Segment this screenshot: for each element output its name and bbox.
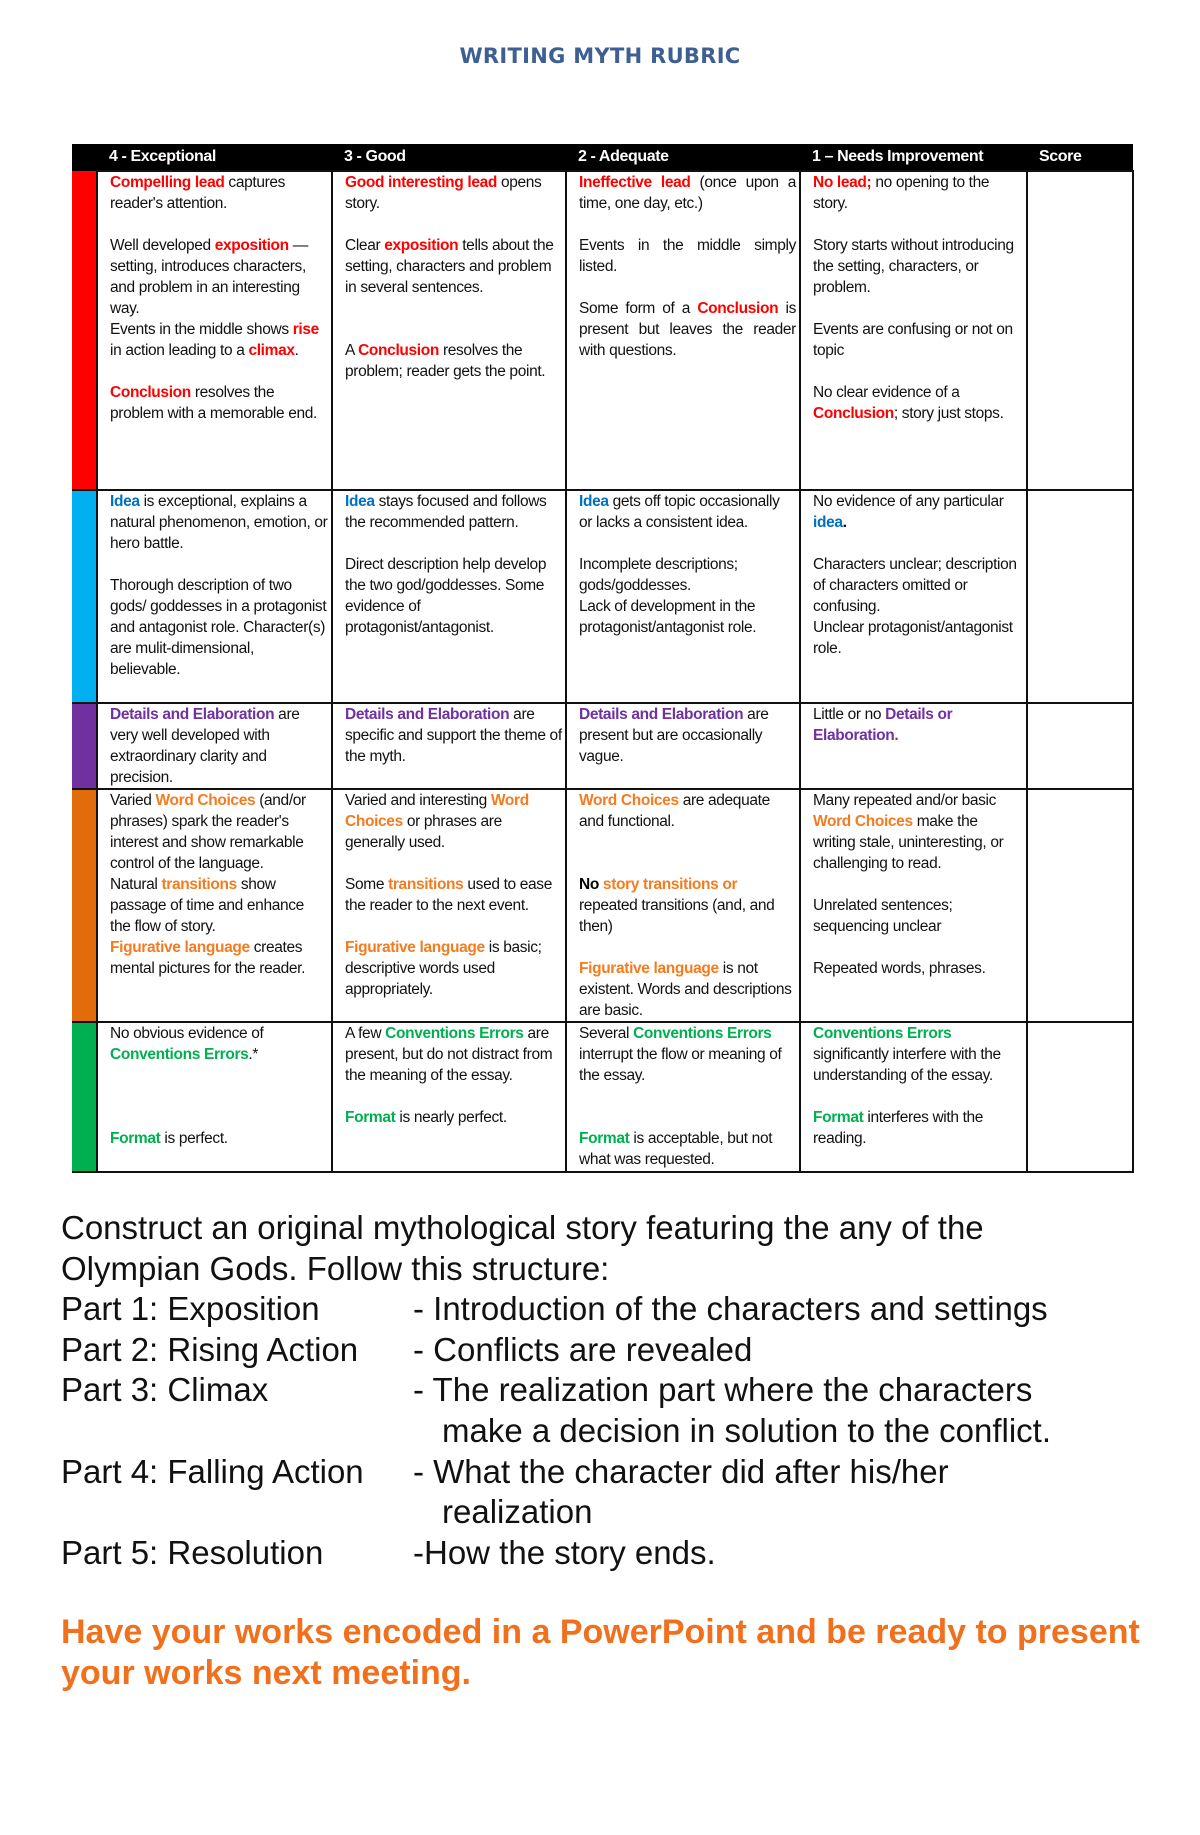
cell-text: is nearly perfect. [395,1109,507,1126]
criterion-term: Word Choices [579,792,679,809]
category-color-bar [72,171,97,490]
criterion-term: transitions [388,876,464,893]
criterion-term: Conventions Errors [813,1025,952,1042]
cell-text: is not existent. Words and descriptions are basic. [579,960,792,1019]
criterion-term: idea [813,514,843,531]
cell-paragraph [110,1023,328,1065]
cell-paragraph [110,575,328,680]
cell-paragraph [579,298,796,361]
rubric-cell-adequate [566,703,800,789]
cell-text: Thorough description of two gods/ goddesses in a protagonist and antagonist role. Character(s) are mulit-dimensional, believable. [110,577,327,678]
cell-text: are present but are occasionally vague. [579,706,769,765]
criterion-term: Details or Elaboration. [813,706,953,744]
cell-paragraph [345,874,562,916]
cell-paragraph [110,937,328,979]
spacer [813,1086,1023,1107]
rubric-row-structure [72,171,1133,490]
criterion-term: story transitions or [602,876,738,893]
part-label: Part 2: Rising Action [61,1330,359,1368]
spacer [579,1086,796,1107]
cell-paragraph [813,172,1023,214]
cell-text: ; story just stops. [893,405,1004,422]
rubric-cell-needs-improvement [800,789,1027,1022]
cell-text: used to ease the reader to the next event. [345,876,552,914]
cell-paragraph [813,704,1023,746]
cell-text: make the writing stale, uninteresting, or challenging to read. [813,813,1004,872]
cell-text: repeated transitions (and, and then) [579,897,775,935]
cell-paragraph [345,491,562,533]
rubric-row-details [72,703,1133,789]
spacer [110,554,328,575]
cell-text: . [294,342,299,359]
cell-paragraph [813,958,1023,979]
rubric-cell-adequate [566,789,800,1022]
cell-paragraph [345,1023,562,1086]
cell-paragraph [579,554,796,596]
cell-text: Varied and interesting [345,792,491,809]
score-cell[interactable] [1027,171,1133,490]
criterion-term: Figurative language [345,939,485,956]
cell-text: Natural [110,876,162,893]
rubric-row-word-choice [72,789,1133,1022]
criterion-term: Conclusion [697,300,779,317]
cell-text: (once upon a time, one day, etc.) [579,174,796,212]
cell-paragraph [579,1023,796,1086]
spacer [345,298,562,319]
rubric-table [72,144,1134,1173]
score-cell[interactable] [1027,1022,1133,1172]
rubric-cell-needs-improvement [800,490,1027,703]
cell-paragraph [110,790,328,874]
cell-text: interrupt the flow or meaning of the essay. [579,1046,782,1084]
spacer [579,533,796,554]
part-description: -How the story ends. [413,1533,716,1571]
cell-paragraph [345,937,562,1000]
criterion-term: Idea [110,493,140,510]
cell-paragraph [579,172,796,214]
category-color-bar [72,789,97,1022]
cell-text: (and/or phrases) spark the reader's interest and show remarkable control of the language. [110,792,306,872]
cell-text: stays focused and follows the recommended pattern. [345,493,547,531]
rubric-cell-exceptional [97,703,332,789]
cell-text: Events in the middle shows [110,321,293,338]
cell-paragraph [110,319,328,361]
cell-text: Many repeated and/or basic [813,792,997,809]
spacer [813,298,1023,319]
part-description: - The realization part where the characters [413,1371,1033,1409]
category-color-bar [72,1022,97,1172]
criterion-term: climax [248,342,295,359]
cell-text: Story starts without introducing the setting, characters, or problem. [813,237,1014,296]
cell-text: Lack of development in the protagonist/antagonist role. [579,598,757,636]
cell-paragraph [813,491,1023,533]
cell-text: is exceptional, explains a natural phenomenon, emotion, or hero battle. [110,493,328,552]
criterion-term: Details and Elaboration [110,706,275,723]
criterion-term: Figurative language [579,960,719,977]
criterion-term: No lead; [813,174,872,191]
rubric-cell-adequate [566,1022,800,1172]
spacer [813,874,1023,895]
cell-text: Characters unclear; description of characters omitted or confusing. [813,556,1017,615]
criterion-term: Details and Elaboration [345,706,510,723]
cell-paragraph [110,172,328,214]
category-color-bar [72,490,97,703]
rubric-cell-good [332,1022,566,1172]
rubric-cell-needs-improvement [800,1022,1027,1172]
criterion-term: Figurative language [110,939,250,956]
spacer [813,533,1023,554]
cell-paragraph [110,1128,328,1149]
criterion-term: Format [579,1130,630,1147]
cell-paragraph [813,1107,1023,1149]
cell-text: Events in the middle simply listed. [579,237,796,275]
cell-paragraph [345,704,562,767]
spacer [579,832,796,853]
header-exceptional: 4 - Exceptional [97,144,332,171]
cell-text: Several [579,1025,634,1042]
cell-text: resolves the problem; reader gets the point. [345,342,546,380]
rubric-cell-adequate [566,171,800,490]
criterion-term: Good interesting lead [345,174,497,191]
criterion-term: Conventions Errors [633,1025,772,1042]
rubric-cell-good [332,171,566,490]
criterion-term: Details and Elaboration [579,706,744,723]
rubric-body [72,171,1133,1172]
cell-text: Varied [110,792,156,809]
spacer [579,214,796,235]
score-cell[interactable] [1027,789,1133,1022]
criterion-term: Format [345,1109,396,1126]
cell-paragraph [813,382,1023,424]
cell-text: interferes with the reading. [813,1109,984,1147]
cell-text: Unclear protagonist/antagonist role. [813,619,1013,657]
cell-text: .* [248,1046,259,1063]
cell-paragraph [579,1128,796,1170]
criterion-term: exposition [214,237,289,254]
header-good: 3 - Good [332,144,566,171]
cell-text: Unrelated sentences; sequencing unclear [813,897,953,935]
cell-text: Clear [345,237,385,254]
part-description: - What the character did after his/her [413,1452,949,1490]
cell-paragraph [579,235,796,277]
cell-text: significantly interfere with the understanding of the essay. [813,1046,1001,1084]
cell-paragraph [813,319,1023,361]
spacer [579,277,796,298]
rubric-cell-good [332,789,566,1022]
cell-text: creates mental pictures for the reader. [110,939,306,977]
spacer [345,1086,562,1107]
bold-text: No [579,876,603,893]
criterion-term: Format [110,1130,161,1147]
cell-paragraph [110,874,328,937]
cell-text: is acceptable, but not what was requested. [579,1130,773,1168]
cell-text: opens story. [345,174,542,212]
part-label: Part 5: Resolution [61,1533,324,1571]
spacer [579,937,796,958]
assignment-note: Have your works encoded in a PowerPoint and be ready to present your works next meeting. [61,1613,1140,1692]
cell-paragraph [813,790,1023,874]
cell-paragraph [813,235,1023,298]
cell-paragraph [345,1107,562,1128]
rubric-cell-exceptional [97,1022,332,1172]
cell-text: Well developed [110,237,215,254]
cell-text: Direct description help develop the two god/goddesses. Some evidence of protagonist/antagonist. [345,556,547,636]
cell-text: show passage of time and enhance the flow of story. [110,876,304,935]
cell-paragraph [345,790,562,853]
header-needs-improvement: 1 – Needs Improvement [800,144,1027,171]
cell-text: tells about the setting, characters and problem in several sentences. [345,237,554,296]
criterion-term: Conclusion [358,342,439,359]
criterion-term: Word Choices [345,792,529,830]
rubric-cell-good [332,490,566,703]
cell-text: captures reader's attention. [110,174,286,212]
cell-paragraph [813,554,1023,617]
spacer [813,214,1023,235]
part-description-continued: make a decision in solution to the conflict. [442,1411,1052,1449]
cell-text: Little or no [813,706,886,723]
criterion-term: Conventions Errors [385,1025,524,1042]
cell-text: in action leading to a [110,342,249,359]
criterion-term: Compelling lead [110,174,225,191]
criterion-term: Word Choices [813,813,913,830]
header-spacer [72,144,97,171]
cell-text: No clear evidence of a [813,384,960,401]
rubric-row-idea [72,490,1133,703]
cell-text: are specific and support the theme of the myth. [345,706,562,765]
spacer [110,1086,328,1107]
cell-paragraph [579,874,796,937]
criterion-term: Conventions Errors [110,1046,249,1063]
spacer [110,214,328,235]
cell-paragraph [579,491,796,533]
category-color-bar [72,703,97,789]
spacer [110,1065,328,1086]
criterion-term: Format [813,1109,864,1126]
rubric-header-row [72,144,1133,171]
criterion-term: rise [292,321,319,338]
rubric-cell-adequate [566,490,800,703]
cell-text: Some form of a [579,300,698,317]
part-label: Part 3: Climax [61,1371,269,1409]
cell-text: A few [345,1025,386,1042]
criterion-term: Ineffective lead [579,174,691,191]
rubric-cell-exceptional [97,490,332,703]
part-description: - Introduction of the characters and settings [413,1290,1048,1328]
cell-text: Some [345,876,389,893]
spacer [345,916,562,937]
header-adequate: 2 - Adequate [566,144,800,171]
cell-paragraph [345,554,562,638]
score-cell[interactable] [1027,490,1133,703]
spacer [579,853,796,874]
spacer [345,853,562,874]
page-title: WRITING MYTH RUBRIC [459,44,741,68]
spacer [110,361,328,382]
bold-text: . [842,514,847,531]
cell-paragraph [579,958,796,1021]
cell-text: are very well developed with extraordinary clarity and precision. [110,706,300,786]
spacer [110,1107,328,1128]
criterion-term: Word Choices [155,792,256,809]
part-label: Part 4: Falling Action [61,1452,364,1490]
header-score: Score [1027,144,1133,171]
cell-paragraph [110,491,328,554]
cell-paragraph [813,895,1023,937]
spacer [345,214,562,235]
cell-text: No evidence of any particular [813,493,1004,510]
instructions-intro-line-1: Construct an original mythological story featuring the any of the [61,1209,984,1246]
part-description-continued: realization [442,1493,593,1531]
cell-paragraph [110,235,328,319]
cell-text: is present but leaves the reader with questions. [579,300,796,359]
cell-paragraph [110,382,328,424]
cell-text: Incomplete descriptions; gods/goddesses. [579,556,738,594]
cell-text: Repeated words, phrases. [813,960,986,977]
cell-text: or phrases are generally used. [345,813,502,851]
rubric-cell-good [332,703,566,789]
cell-paragraph [579,596,796,638]
cell-paragraph [345,340,562,382]
cell-text: A [345,342,359,359]
rubric-cell-exceptional [97,789,332,1022]
cell-text: gets off topic occasionally or lacks a consistent idea. [579,493,780,531]
cell-text: resolves the problem with a memorable end. [110,384,317,422]
cell-text: is basic; descriptive words used appropriately. [345,939,542,998]
cell-paragraph [345,235,562,298]
rubric-cell-exceptional [97,171,332,490]
instructions-intro-line-2: Olympian Gods. Follow this structure: [61,1249,610,1287]
criterion-term: Idea [579,493,609,510]
criterion-term: transitions [161,876,237,893]
cell-paragraph [579,704,796,767]
cell-text: are present, but do not distract from the meaning of the essay. [345,1025,553,1084]
criterion-term: Idea [345,493,375,510]
cell-text: are adequate and functional. [579,792,770,830]
criterion-term: exposition [384,237,459,254]
spacer [813,937,1023,958]
criterion-term: Conclusion [110,384,191,401]
score-cell[interactable] [1027,703,1133,789]
cell-paragraph [813,1023,1023,1086]
cell-paragraph [110,704,328,788]
cell-text: is perfect. [160,1130,228,1147]
spacer [345,533,562,554]
cell-text: no opening to the story. [813,174,990,212]
spacer [579,1107,796,1128]
cell-paragraph [813,617,1023,659]
rubric-cell-needs-improvement [800,171,1027,490]
rubric-cell-needs-improvement [800,703,1027,789]
rubric-row-conventions [72,1022,1133,1172]
criterion-term: Conclusion [813,405,894,422]
cell-paragraph [345,172,562,214]
cell-text: Events are confusing or not on topic [813,321,1013,359]
cell-paragraph [579,790,796,832]
part-label: Part 1: Exposition [61,1290,320,1328]
cell-text: —setting, introduces characters, and problem in an interesting way. [110,237,308,317]
cell-text: No obvious evidence of [110,1025,264,1042]
spacer [345,319,562,340]
spacer [813,361,1023,382]
part-description: - Conflicts are revealed [413,1330,753,1368]
